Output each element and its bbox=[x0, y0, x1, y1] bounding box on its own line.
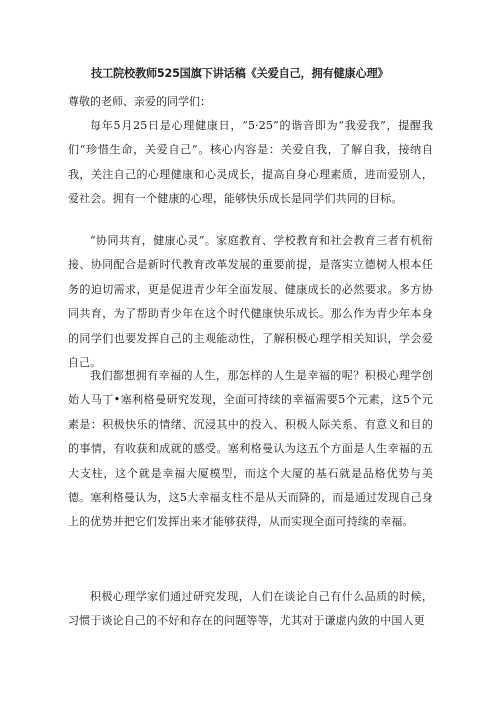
paragraph-4: 积极心理学家们通过研究发现，人们在谈论自己有什么品质的时候，习惯于谈论自己的不好和存在的问题等等，尤其对于谦虚内敛的中国人更 bbox=[68, 590, 433, 628]
paragraph-2: “协同共育，健康心灵”。家庭教育、学校教育和社会教育三者有机衔接、协同配合是新时代教育改革发展的重要前提，是落实立德树人根本任务的迫切需求，更是促进青少年全面发展、健康成长的必然要求。多方协同共育，为了帮助青少年在这个时代健康快乐成长。那么作为青少年本身的同学们也要发挥自己的主观能动性，了解积极心理学相关知识，学会爱自己。 bbox=[68, 234, 433, 370]
salutation: 尊敬的老师、亲爱的同学们： bbox=[68, 95, 211, 108]
paragraph-3: 我们都想拥有幸福的人生，那怎样的人生是幸福的呢？积极心理学创始人马丁•塞利格曼研究发现，全面可持续的幸福需要5个元素，这5个元素是：积极快乐的情绪、沉浸其中的投入、积极人际关系、有意义和目的的事情，有收获和成就的感受。塞利格曼认为这五个方面是人生幸福的五大支柱，这个就是幸福大厦模型，而这个大厦的基石就是品格优势与美德。塞利格曼认为，这5大幸福支柱不是从天而降的，而是通过发现自己身上的优势并把它们发挥出来才能够获得，从而实现全面可持续的幸福。 bbox=[68, 369, 433, 529]
paragraph-1: 每年5月25日是心理健康日，“5·25”的谐音即为“我爱我”，提醒我们“珍惜生命，关爱自己”。核心内容是：关爱自我，了解自我，接纳自我，关注自己的心理健康和心灵成长，提高自身心理素质，进而爱别人，爱社会。拥有一个健康的心理，能够快乐成长是同学们共同的目标。 bbox=[68, 119, 433, 206]
document-title: 技工院校教师525国旗下讲话稿《关爱自己，拥有健康心理》 bbox=[91, 67, 389, 80]
